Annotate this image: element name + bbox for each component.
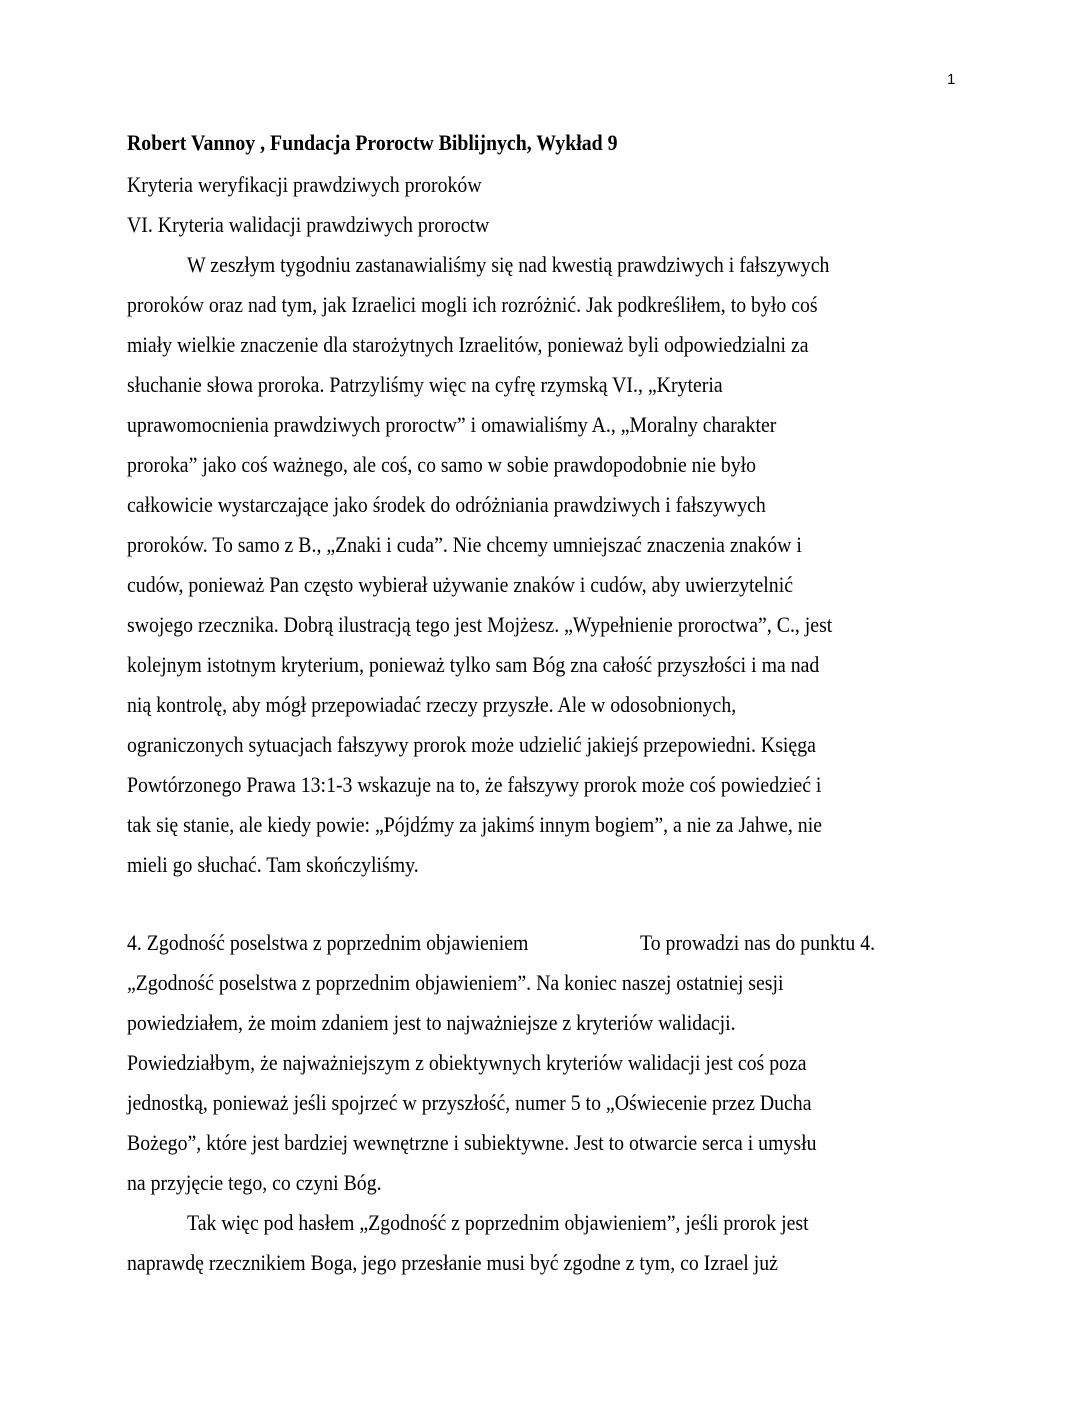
- text-line: kolejnym istotnym kryterium, ponieważ tylko sam Bóg zna całość przyszłości i ma nad: [127, 652, 820, 677]
- text-line: proroków oraz nad tym, jak Izraelici mogli ich rozróżnić. Jak podkreśliłem, to było coś: [127, 292, 818, 317]
- text-line: uprawomocnienia prawdziwych proroctw” i omawialiśmy A., „Moralny charakter: [127, 412, 777, 437]
- section-heading: VI. Kryteria walidacji prawdziwych proroctw: [127, 212, 490, 237]
- text-line: mieli go słuchać. Tam skończyliśmy.: [127, 852, 419, 877]
- text-line: proroków. To samo z B., „Znaki i cuda”. Nie chcemy umniejszać znaczenia znaków i: [127, 532, 802, 557]
- text-line: na przyjęcie tego, co czyni Bóg.: [127, 1170, 382, 1195]
- text-line: „Zgodność poselstwa z poprzednim objawieniem”. Na koniec naszej ostatniej sesji: [127, 970, 784, 995]
- text-line: cudów, ponieważ Pan często wybierał używanie znaków i cudów, aby uwierzytelnić: [127, 572, 793, 597]
- document-title: Robert Vannoy , Fundacja Proroctw Biblijnych, Wykład 9: [127, 130, 618, 155]
- text-line: całkowicie wystarczające jako środek do odróżniania prawdziwych i fałszywych: [127, 492, 766, 517]
- text-line: nią kontrolę, aby mógł przepowiadać rzeczy przyszłe. Ale w odosobnionych,: [127, 692, 737, 717]
- text-line: Tak więc pod hasłem „Zgodność z poprzednim objawieniem”, jeśli prorok jest: [187, 1210, 809, 1235]
- text-line: powiedziałem, że moim zdaniem jest to najważniejsze z kryteriów walidacji.: [127, 1010, 736, 1035]
- text-line: jednostką, ponieważ jeśli spojrzeć w przyszłość, numer 5 to „Oświecenie przez Ducha: [127, 1090, 812, 1115]
- paragraph-2-line: To prowadzi nas do punktu 4.: [640, 930, 876, 955]
- text-line: W zeszłym tygodniu zastanawialiśmy się nad kwestią prawdziwych i fałszywych: [187, 252, 830, 277]
- text-line: słuchanie słowa proroka. Patrzyliśmy więc na cyfrę rzymską VI., „Kryteria: [127, 372, 723, 397]
- text-line: tak się stanie, ale kiedy powie: „Pójdźmy za jakimś innym bogiem”, a nie za Jahwe, nie: [127, 812, 822, 837]
- heading-4: 4. Zgodność poselstwa z poprzednim objawieniem: [127, 930, 529, 955]
- text-line: miały wielkie znaczenie dla starożytnych Izraelitów, ponieważ byli odpowiedzialni za: [127, 332, 809, 357]
- text-line: proroka” jako coś ważnego, ale coś, co samo w sobie prawdopodobnie nie było: [127, 452, 757, 477]
- text-line: Bożego”, które jest bardziej wewnętrzne i subiektywne. Jest to otwarcie serca i umysłu: [127, 1130, 817, 1155]
- text-line: ograniczonych sytuacjach fałszywy prorok może udzielić jakiejś przepowiedni. Księga: [127, 732, 816, 757]
- text-line: swojego rzecznika. Dobrą ilustracją tego jest Mojżesz. „Wypełnienie proroctwa”, C., jest: [127, 612, 833, 637]
- text-line: Powiedziałbym, że najważniejszym z obiektywnych kryteriów walidacji jest coś poza: [127, 1050, 807, 1075]
- page-number: 1: [947, 71, 956, 88]
- text-line: Powtórzonego Prawa 13:1-3 wskazuje na to, że fałszywy prorok może coś powiedzieć i: [127, 772, 822, 797]
- text-line: naprawdę rzecznikiem Boga, jego przesłanie musi być zgodne z tym, co Izrael już: [127, 1250, 778, 1275]
- subtitle: Kryteria weryfikacji prawdziwych proroków: [127, 172, 482, 197]
